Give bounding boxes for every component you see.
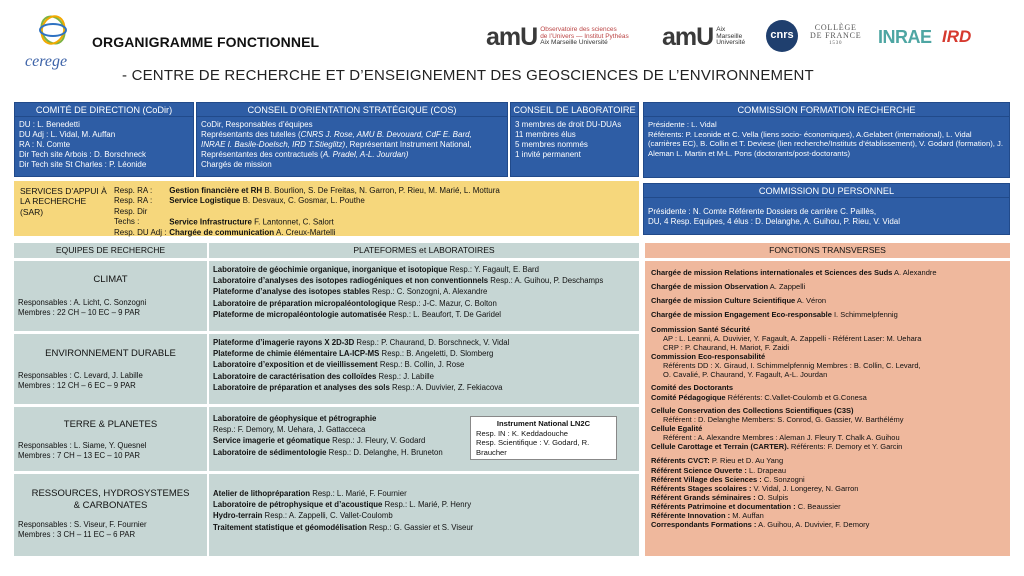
cl-line: 5 membres nommés	[515, 140, 588, 150]
cp-line: Présidente : N. Comte Référente Dossiers de carrière C. Paillès,	[648, 207, 877, 216]
fonction-item: Cellule Carottage et Terrain (CARTER). Référents: F. Demory et Y. Garcin	[651, 442, 903, 452]
cfr-title: COMMISSION FORMATION RECHERCHE	[643, 102, 1010, 117]
platform-item: Laboratoire de pétrophysique et d’acoustique Resp.: L. Marié, P. Henry	[213, 500, 472, 510]
fonction-item: Cellule Conservation des Collections Scientifiques (C3S)	[651, 405, 854, 415]
platforms-environnement	[209, 334, 639, 404]
codir-line: DU Adj : L. Vidal, M. Auffan	[19, 130, 116, 140]
fonction-item: Référent : D. Delanghe Members: S. Conrod, G. Gassier, W. Barthélémy	[663, 414, 904, 424]
team-name: TERRE & PLANETES	[63, 419, 158, 430]
college-de-france-logo: COLLÈGE DE FRANCE 1530	[810, 23, 862, 46]
team-environnement	[14, 334, 207, 404]
fonction-item: Comité des Doctorants	[651, 383, 734, 393]
team-info: Responsables : C. Levard, J. Labille Membres : 12 CH – 6 EC – 9 PAR	[18, 371, 143, 390]
platform-item: Laboratoire de sédimentologie Resp.: D. Delanghe, H. Bruneton	[213, 447, 443, 457]
cos-body	[196, 117, 508, 177]
codir-body	[14, 117, 194, 177]
cos-line: Représentantes des contractuels (A. Pradel, A-L. Jourdan)	[201, 150, 409, 160]
platform-item: Plateforme de micropaléontologie automatisée Resp.: L. Beaufort, T. De Garidel	[213, 309, 502, 319]
sar-row: Resp. DU Adj : Chargée de communication A. Creux-Martelli	[114, 227, 336, 237]
team-info: Responsables : A. Licht, C. Sonzogni Membres : 22 CH – 10 EC – 9 PAR	[18, 298, 147, 317]
cos-title: CONSEIL D’ORIENTATION STRATÉGIQUE (COS)	[196, 102, 508, 117]
team-info: Responsables : S. Viseur, F. Fournier Membres : 3 CH – 11 EC – 6 PAR	[18, 520, 147, 539]
platforms-ressources	[209, 474, 639, 556]
sar-lines	[114, 186, 500, 238]
platform-item: Laboratoire de préparation micropaléontologique Resp.: J-C. Mazur, C. Bolton	[213, 298, 497, 308]
fonctions-body	[645, 261, 1010, 556]
conseil-labo-body	[510, 117, 639, 177]
cl-line: 3 membres de droit DU-DUAs	[515, 120, 622, 129]
sar-row: Resp. RA : Gestion financière et RH B. Bourlion, S. De Freitas, N. Garron, P. Rieu, M. Marié, L. Mottura	[114, 186, 500, 195]
cp-body	[643, 198, 1010, 235]
codir-title: COMITÉ DE DIRECTION (CoDir)	[14, 102, 194, 117]
fonction-item: O. Cavalié, P. Chaurand, Y. Fagault, A-L. Jourdan	[663, 370, 828, 380]
fonction-item: Comité Pédagogique Référents: C.Vallet-Coulomb et G.Conesa	[651, 392, 867, 402]
fonction-item: Correspondants Formations : A. Guihou, A. Duvivier, F. Demory	[651, 520, 870, 530]
sar-panel	[14, 181, 639, 236]
platforms-climat	[209, 261, 639, 331]
page-subtitle: - CENTRE DE RECHERCHE ET D’ENSEIGNEMENT DES GEOSCIENCES DE L’ENVIRONNEMENT	[122, 67, 814, 84]
fonction-item: Chargée de mission Culture Scientifique A. Véron	[651, 296, 827, 306]
platform-item: Atelier de lithopréparation Resp.: L. Marié, F. Fournier	[213, 489, 407, 498]
org-title: ORGANIGRAMME FONCTIONNEL	[92, 34, 320, 50]
fonction-item: Référent Grands séminaires : O. Sulpis	[651, 492, 789, 502]
fonction-item: Chargée de mission Relations internationales et Sciences des Suds A. Alexandre	[651, 268, 937, 277]
fonction-item: Référents Patrimoine et documentation : C. Beaussier	[651, 502, 841, 512]
conseil-labo-title: CONSEIL DE LABORATOIRE	[510, 102, 639, 117]
codir-line: RA : N. Comte	[19, 140, 71, 150]
fonction-item: Commission Eco-responsabilité	[651, 351, 766, 361]
amu-logo: amU Aix Marseille Université	[662, 22, 746, 51]
plateformes-header: PLATEFORMES et LABORATOIRES	[209, 243, 639, 258]
team-ressources	[14, 474, 207, 556]
codir-line: Dir Tech site Arbois : D. Borschneck	[19, 150, 147, 160]
fonction-item: Chargée de mission Engagement Eco-responsable I. Schimmelpfennig	[651, 310, 898, 320]
fonction-item: Chargée de mission Observation A. Zappelli	[651, 282, 806, 292]
platform-item: Laboratoire d’exposition et de vieillissement Resp.: B. Collin, J. Rose	[213, 360, 465, 370]
sar-title: SERVICES D’APPUI À LA RECHERCHE (SAR)	[20, 186, 107, 217]
fonctions-header: FONCTIONS TRANSVERSES	[645, 243, 1010, 258]
team-info: Responsables : L. Siame, Y. Quesnel Membres : 7 CH – 13 EC – 10 PAR	[18, 441, 147, 460]
cl-line: 1 invité permanent	[515, 150, 581, 160]
team-terre-planetes	[14, 407, 207, 471]
fonction-item: Référente Innovation : M. Auffan	[651, 511, 764, 521]
fonction-item: Référents Stages scolaires : V. Vidal, J. Longerey, N. Garron	[651, 483, 859, 493]
platform-item: Traitement statistique et géomodélisation Resp.: G. Gassier et S. Viseur	[213, 522, 474, 532]
cos-line: CoDir, Responsables d’équipes	[201, 120, 313, 129]
platform-item: Laboratoire de caractérisation des colloïdes Resp.: J. Labille	[213, 371, 434, 381]
platform-item: Laboratoire de géophysique et pétrographie	[213, 414, 377, 423]
platform-item: Laboratoire d’analyses des isotopes radiogéniques et non conventionnels Resp.: A. Guihou, P. Deschamps	[213, 276, 604, 286]
fonction-item: Référents CVCT: P. Rieu et D. Au Yang	[651, 456, 784, 466]
cos-line: Représentants des tutelles (CNRS J. Rose, AMU B. Devouard, CdF E. Bard,	[201, 130, 472, 140]
codir-panel	[14, 102, 194, 177]
cl-line: 11 membres élus	[515, 130, 576, 140]
cp-line: DU, 4 Resp. Equipes, 4 élus : D. Delanghe, A. Guihou, P. Rieu, V. Vidal	[648, 217, 901, 227]
platform-item: Plateforme d’analyse des isotopes stables Resp.: C. Sonzogni, A. Alexandre	[213, 287, 488, 297]
platform-item: Plateforme d’imagerie rayons X 2D-3D Resp.: P. Chaurand, D. Borschneck, V. Vidal	[213, 338, 510, 347]
codir-line: Dir Tech site St Charles : P. Léonide	[19, 160, 147, 170]
ln2c-box	[470, 416, 617, 460]
cos-line: Chargés de mission	[201, 160, 272, 170]
sar-row: Resp. RA : Service Logistique B. Desvaux, C. Gosmar, L. Pouthe	[114, 196, 365, 206]
equipes-header: EQUIPES DE RECHERCHE	[14, 243, 207, 258]
platform-item: Laboratoire de préparation et analyses des sols Resp.: A. Duvivier, Z. Fekiacova	[213, 382, 503, 392]
platform-item: Hydro-terrain Resp.: A. Zappelli, C. Vallet-Coulomb	[213, 511, 393, 521]
cerege-logo	[22, 8, 88, 74]
sar-row: Resp. Dir Techs : Service Infrastructure F. Lantonnet, C. Salort	[114, 206, 334, 227]
ird-logo: IRD	[942, 27, 972, 46]
fonction-item: CRP : P. Chaurand, H. Mariot, F. Zaidi	[663, 342, 790, 352]
cos-line: INRAE I. Basile-Doelsch, IRD T.Stieglitz), Représentant Instrument National,	[201, 140, 472, 150]
fonction-item: Cellule Egalité	[651, 423, 703, 433]
cp-title: COMMISSION DU PERSONNEL	[643, 183, 1010, 198]
fonction-item: Référent Village des Sciences : C. Sonzogni	[651, 474, 805, 484]
platform-item: Plateforme de chimie élémentaire LA-ICP-MS Resp.: B. Angeletti, D. Slomberg	[213, 349, 494, 359]
team-name: RESSOURCES, HYDROSYSTEMES & CARBONATES	[31, 488, 190, 511]
ln2c-line: Resp. IN : K. Keddadouche	[476, 428, 569, 438]
fonction-item: Référents DD : X. Giraud, I. Schimmelpfennig Membres : B. Collin, C. Levard,	[663, 361, 921, 371]
fonction-item: AP : L. Leanni, A. Duvivier, Y. Fagault, A. Zappelli - Référent Laser: M. Uehara	[663, 333, 922, 343]
amu-osu-logo: amU Observatoire des sciences de l’Univers — Institut Pythéas Aix Marseille Université	[486, 22, 629, 51]
cfr-line: Référents: P. Leonide et C. Vella (liens socio- économiques), A.Gelabert (international), L. Vidal (carrières EC), B. Collin et T. Deviese (lien recherche/Instituts d’établissement), V. Godard (formation), J. Aleman L. Martin et M-L. Pons (doctorants/post-doctorants)	[648, 129, 1004, 159]
team-climat	[14, 261, 207, 331]
cos-panel	[196, 102, 508, 177]
cfr-line: Présidente : L. Vidal	[648, 120, 717, 129]
platform-item: Service imagerie et géomatique Resp.: J. Fleury, V. Godard	[213, 436, 426, 446]
codir-line: DU : L. Benedetti	[19, 120, 80, 129]
ln2c-line: Resp. Scientifique : V. Godard, R. Braucher	[476, 438, 590, 457]
logo-text: cerege	[25, 53, 68, 70]
platform-item: Laboratoire de géochimie organique, inorganique et isotopique Resp.: Y. Fagault, E. Bard	[213, 265, 539, 274]
inrae-logo: INRAE	[878, 27, 932, 47]
team-name: CLIMAT	[93, 274, 128, 285]
fonction-item: Référent : A. Alexandre Membres : Aleman J. Fleury T. Chalk A. Guihou	[663, 433, 900, 443]
platform-item: Resp.: F. Demory, M. Uehara, J. Gattacceca	[213, 425, 366, 435]
cfr-panel	[643, 102, 1010, 178]
fonction-item: Référent Science Ouverte : L. Drapeau	[651, 465, 787, 475]
ln2c-title: Instrument National LN2C	[496, 419, 591, 428]
team-name: ENVIRONNEMENT DURABLE	[45, 348, 176, 359]
fonction-item: Commission Santé Sécurité	[651, 324, 751, 334]
conseil-labo-panel	[510, 102, 639, 177]
cp-panel	[643, 183, 1010, 235]
cfr-body	[643, 117, 1010, 178]
cnrs-logo: cnrs	[766, 20, 798, 52]
